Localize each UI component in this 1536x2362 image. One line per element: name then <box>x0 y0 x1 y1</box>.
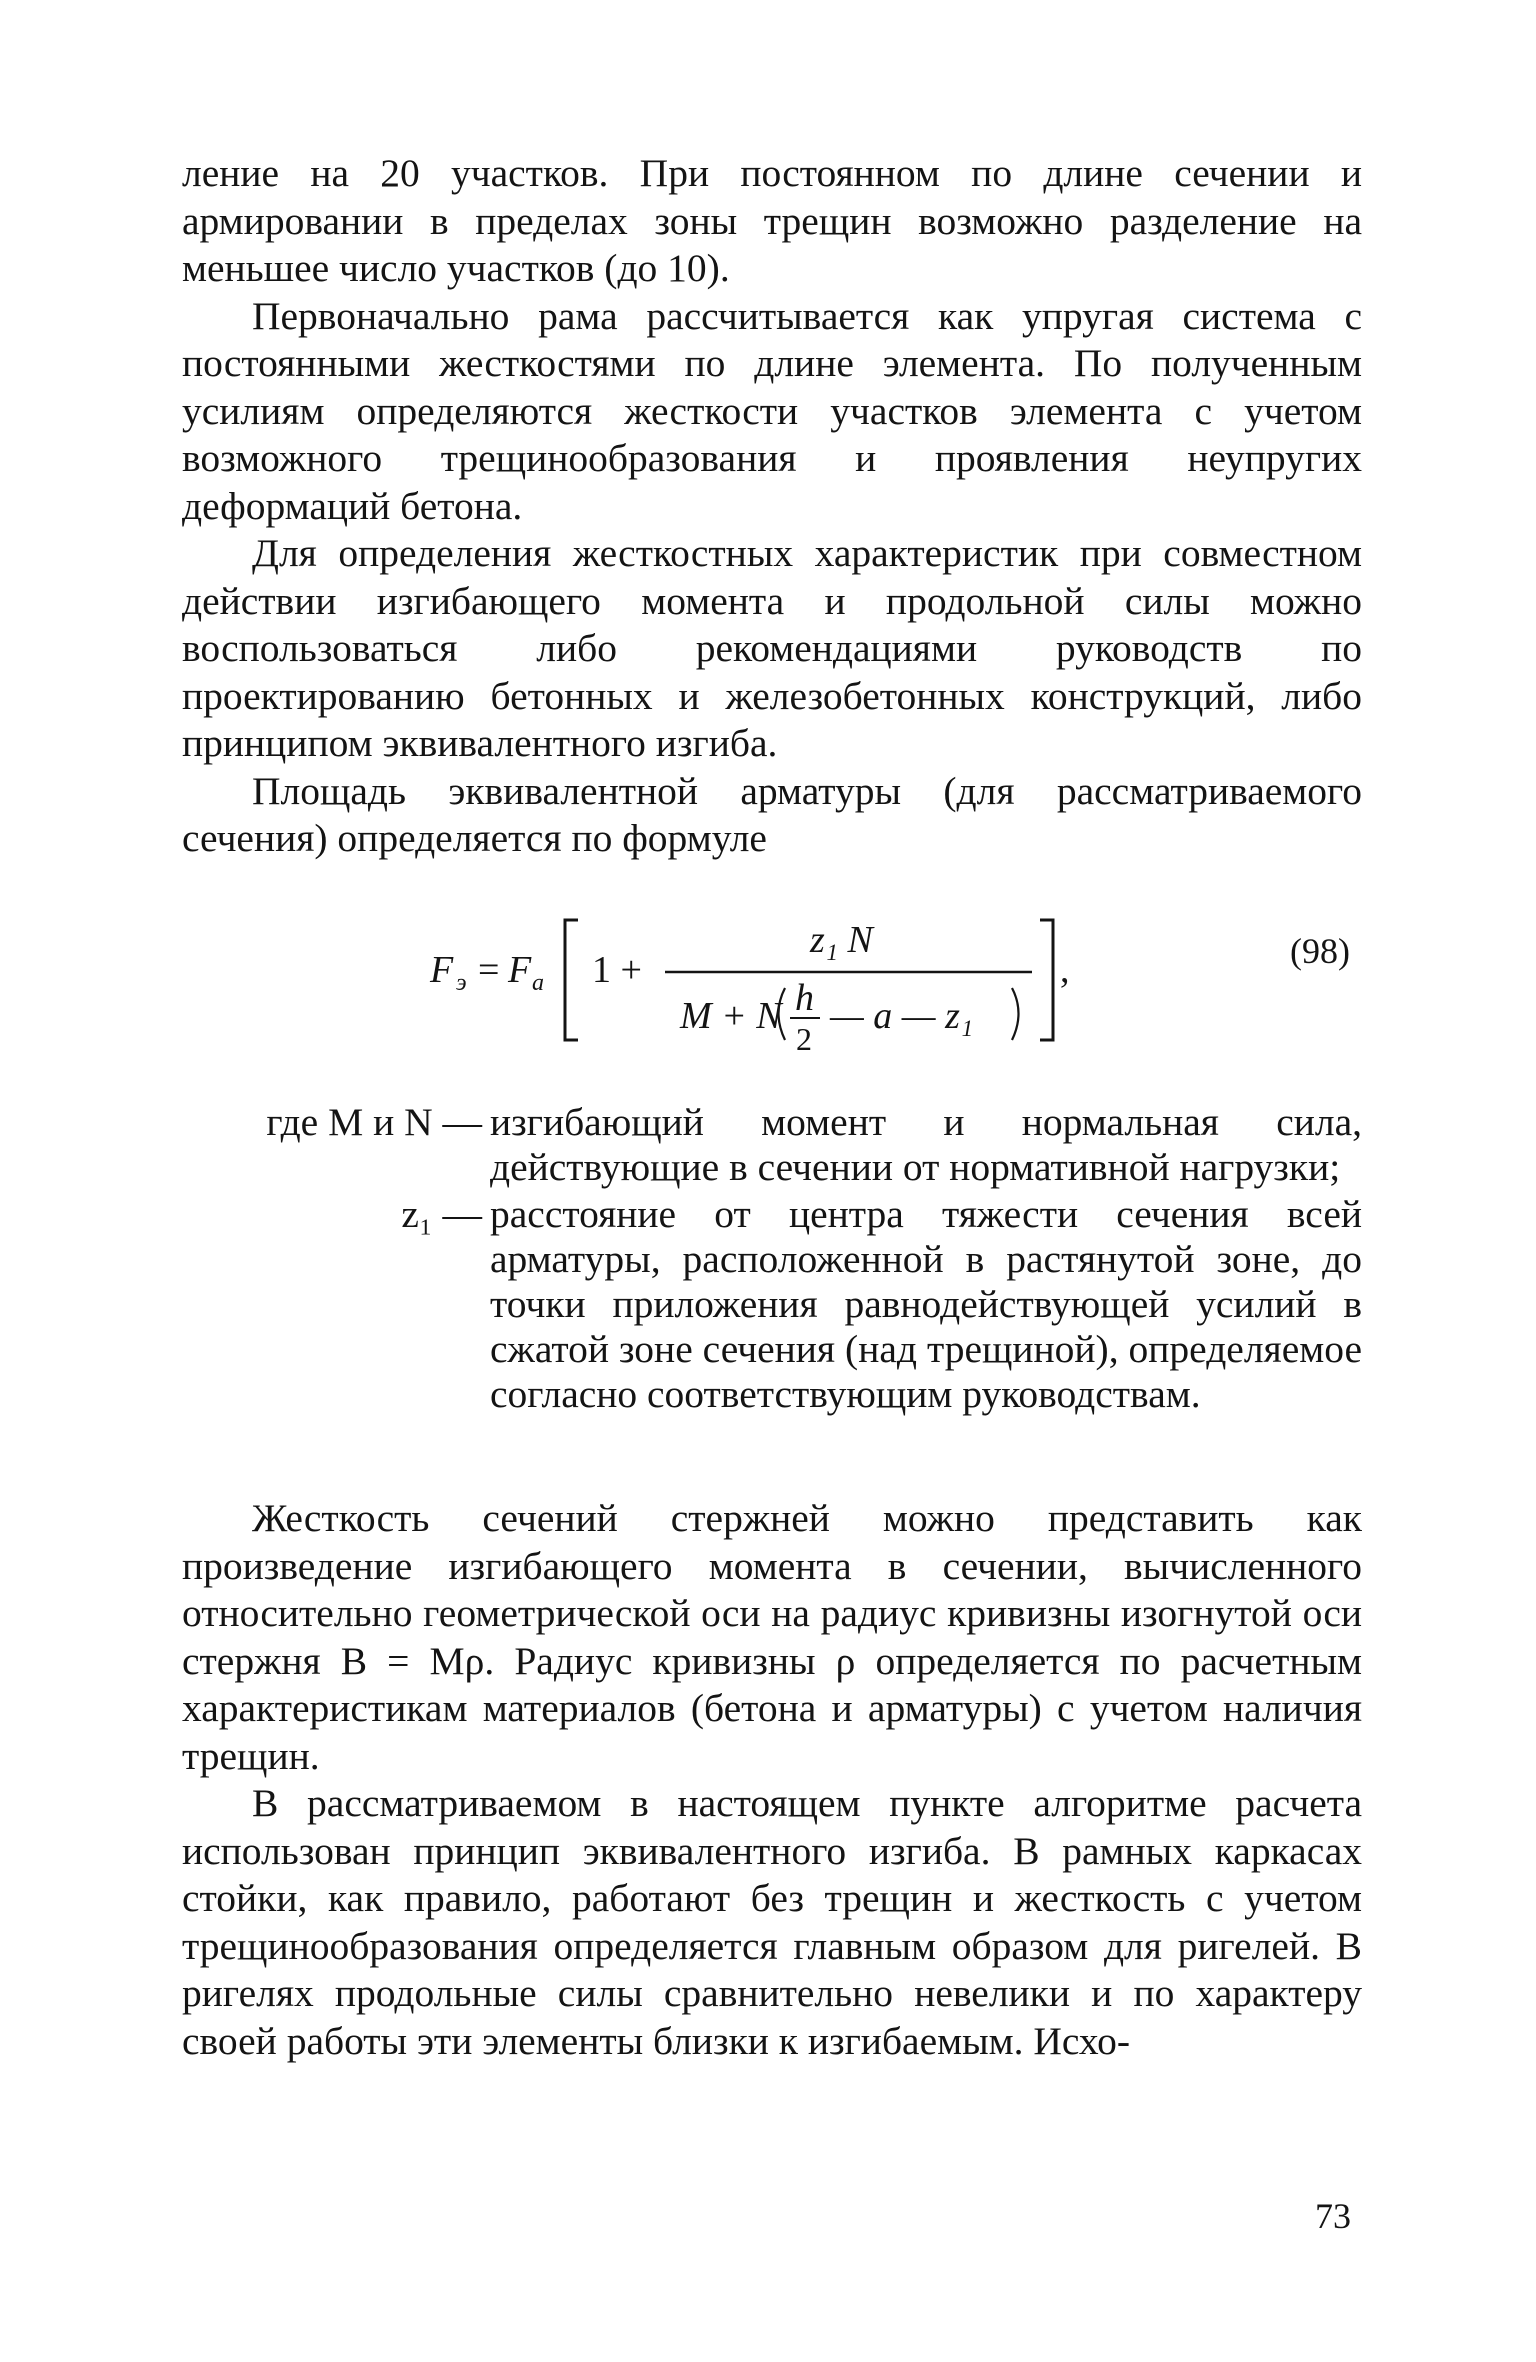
formula-den-2: 2 <box>796 1021 812 1057</box>
formula-eq: = <box>478 949 500 991</box>
body-text-bottom <box>182 1495 1362 2065</box>
paren-right <box>1012 988 1019 1040</box>
formula-rhs-f: F <box>508 949 532 991</box>
formula-one-plus: 1 + <box>592 949 642 991</box>
paragraph-4: Площадь эквивалентной арматуры (для рассматриваемого сечения) определяется по формуле <box>182 768 1362 860</box>
paragraph-1: ление на 20 участков. При постоянном по длине сечении и армировании в пределах зоны трещин возможно разделение на меньшее число участков (до 10). <box>182 151 1362 290</box>
formula-lhs-sub: э <box>456 970 467 996</box>
paragraph-6: В рассматриваемом в настоящем пункте алгоритме расчета использован принцип эквивалентного изгиба. В рамных каркасах стойки, как правило, работают без трещин и жесткость с учетом трещинообразования определяется главным образом для ригелей. В ригелях продольные силы сравнительно невелики и по характеру своей работы эти элементы близки к изгибаемым. Исхо- <box>182 1781 1362 2063</box>
paragraph-3: Для определения жесткостных характеристик при совместном действии изгибающего момента и продольной силы можно воспользоваться либо рекомендациями руководств по проектированию бетонных и железобетонных конструкций, либо принципом эквивалентного изгиба. <box>182 531 1362 765</box>
definition-item <box>182 1100 1362 1190</box>
formula-den-m: M + N <box>680 995 782 1037</box>
right-bracket <box>1040 920 1053 1040</box>
definition-text: изгибающий момент и нормальная сила, действующие в сечении от нормативной нагрузки; <box>490 1100 1362 1189</box>
formula-rhs-sub: а <box>532 970 544 996</box>
formula-98 <box>420 910 1360 1060</box>
body-text-top <box>182 150 1362 863</box>
definitions-list <box>182 1100 1362 1417</box>
left-bracket <box>565 920 578 1040</box>
definition-term: z₁ — <box>401 1192 482 1236</box>
definition-term: где M и N — <box>266 1100 482 1144</box>
formula-den-h: h <box>795 977 814 1019</box>
equation-number: (98) <box>1290 931 1350 971</box>
page-number: 73 <box>1315 2196 1351 2236</box>
formula-den-rest: — a — z₁ <box>830 995 974 1037</box>
formula-numerator: z₁ N <box>810 919 873 961</box>
formula-comma: , <box>1060 949 1070 991</box>
paragraph-5: Жесткость сечений стержней можно представить как произведение изгибающего момента в сечении, вычисленного относительно геометрической оси на радиус кривизны изогнутой оси стержня B = Mρ. Радиус кривизны ρ определяется по расчетным характеристикам материалов (бетона и арматуры) с учетом наличия трещин. <box>182 1496 1362 1778</box>
paragraph-2: Первоначально рама рассчитывается как упругая система с постоянными жесткостями по длине элемента. По полученным усилиям определяются жесткости участков элемента с учетом возможного трещинообразования и проявления неупругих деформаций бетона. <box>182 293 1362 528</box>
definition-text: расстояние от центра тяжести сечения всей арматуры, расположенной в растянутой зоне, до точки приложения равнодействующей усилий в сжатой зоне сечения (над трещиной), определяемое согласно соответствующим руководствам. <box>490 1192 1362 1416</box>
definition-item <box>182 1192 1362 1417</box>
formula-lhs: F <box>430 949 454 991</box>
